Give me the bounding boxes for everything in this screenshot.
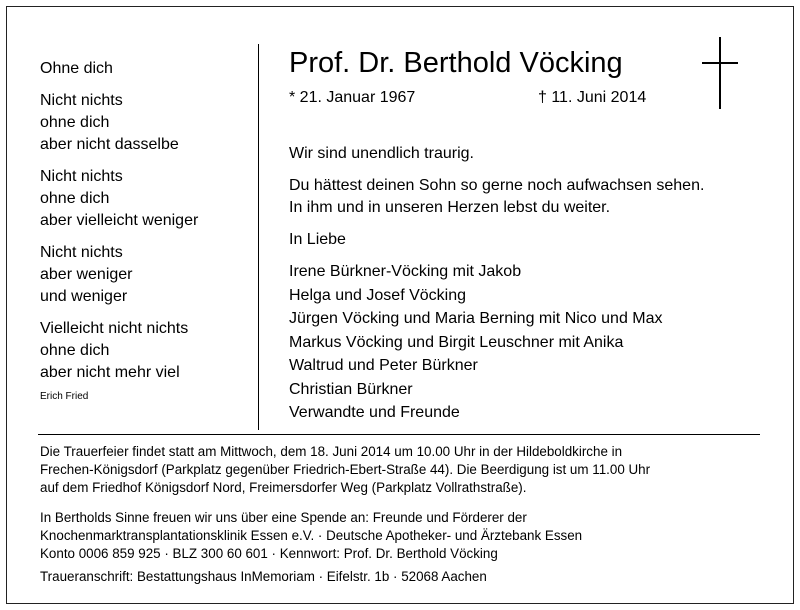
donation-line: Knochenmarktransplantationsklinik Essen e.V. · Deutsche Apotheker- und Ärztebank Essen	[40, 528, 583, 543]
poem-line: aber vielleicht weniger	[40, 212, 199, 229]
family-member: Irene Bürkner-Vöcking mit Jakob	[289, 263, 522, 280]
poem-line: aber nicht mehr viel	[40, 364, 180, 381]
family-member: Waltrud und Peter Bürkner	[289, 357, 478, 374]
poem	[40, 58, 245, 403]
cross-icon	[702, 37, 738, 109]
funeral-line: Die Trauerfeier findet statt am Mittwoch, dem 18. Juni 2014 um 10.00 Uhr in der Hildeboldkirche in	[40, 444, 623, 459]
address-line: Traueranschrift: Bestattungshaus InMemoriam · Eifelstr. 1b · 52068 Aachen	[40, 569, 487, 584]
funeral-line: auf dem Friedhof Königsdorf Nord, Freimersdorfer Weg (Parkplatz Vollrathstraße).	[40, 480, 527, 495]
poem-line: Nicht nichts	[40, 92, 123, 109]
poem-line: Vielleicht nicht nichts	[40, 320, 189, 337]
poem-line: aber nicht dasselbe	[40, 136, 179, 153]
message-line: In ihm und in unseren Herzen lebst du weiter.	[289, 199, 611, 216]
poem-stanza	[40, 318, 245, 384]
funeral-info	[40, 443, 765, 497]
poem-line: Ohne dich	[40, 60, 113, 77]
poem-line: Nicht nichts	[40, 244, 123, 261]
birth-date: * 21. Januar 1967	[289, 89, 416, 106]
poem-line: ohne dich	[40, 114, 110, 131]
family-member: Markus Vöcking und Birgit Leuschner mit Anika	[289, 333, 624, 351]
family-member: Christian Bürkner	[289, 380, 413, 398]
funeral-line: Frechen-Königsdorf (Parkplatz gegenüber Friedrich-Ebert-Straße 44). Die Beerdigung ist um 11.00 Uhr	[40, 462, 651, 477]
poem-line: aber weniger	[40, 266, 133, 283]
poem-line: Nicht nichts	[40, 168, 123, 185]
poem-stanza	[40, 58, 245, 80]
deceased-name: Prof. Dr. Berthold Vöcking	[289, 47, 623, 79]
message-line: In Liebe	[289, 231, 346, 248]
family-member: Verwandte und Freunde	[289, 404, 460, 421]
poem-line: und weniger	[40, 288, 128, 305]
poem-stanza	[40, 166, 245, 232]
condolence-address	[40, 568, 765, 586]
message-line: Du hättest deinen Sohn so gerne noch aufwachsen sehen.	[289, 177, 705, 194]
poem-line: ohne dich	[40, 190, 110, 207]
family-member: Jürgen Vöcking und Maria Berning mit Nico und Max	[289, 310, 663, 327]
donation-line: Konto 0006 859 925 · BLZ 300 60 601 · Kennwort: Prof. Dr. Berthold Vöcking	[40, 546, 498, 561]
poem-author: Erich Fried	[40, 391, 89, 402]
death-date: † 11. Juni 2014	[538, 89, 647, 106]
message	[289, 143, 779, 261]
message-line: Wir sind unendlich traurig.	[289, 145, 474, 162]
family-member: Helga und Josef Vöcking	[289, 286, 466, 304]
vertical-divider	[258, 44, 259, 430]
poem-stanza	[40, 90, 245, 156]
horizontal-divider	[38, 434, 760, 435]
donation-line: In Bertholds Sinne freuen wir uns über eine Spende an: Freunde und Förderer der	[40, 510, 527, 525]
donation-info	[40, 509, 765, 563]
family-list	[289, 260, 663, 425]
poem-stanza	[40, 242, 245, 308]
poem-line: ohne dich	[40, 342, 110, 359]
